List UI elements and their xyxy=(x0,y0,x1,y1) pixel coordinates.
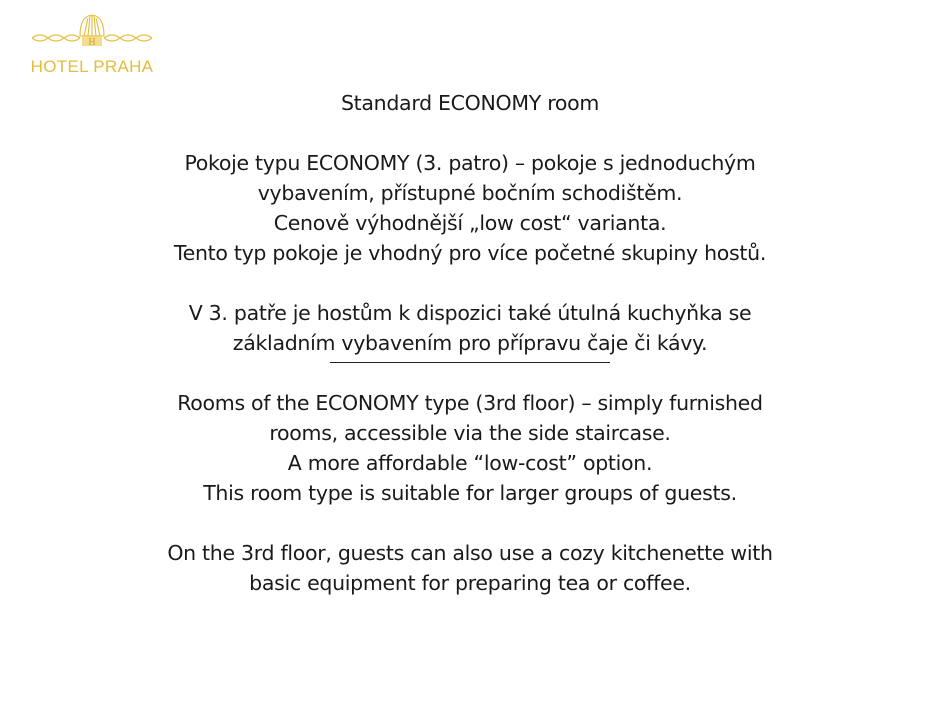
text-line: V 3. patře je hostům k dispozici také útulná kuchyňka se xyxy=(188,301,752,325)
shell-crest-icon xyxy=(30,10,154,56)
czech-paragraph-1 xyxy=(0,148,940,268)
svg-text:H: H xyxy=(88,37,96,48)
logo-text: HOTEL PRAHA xyxy=(30,57,154,76)
document-title: Standard ECONOMY room xyxy=(340,91,600,115)
text-line: rooms, accessible via the side staircase. xyxy=(269,421,671,445)
english-paragraph-1 xyxy=(0,388,940,508)
text-line: This room type is suitable for larger groups of guests. xyxy=(203,481,737,505)
text-line: On the 3rd floor, guests can also use a cozy kitchenette with xyxy=(167,541,773,565)
text-line: basic equipment for preparing tea or coffee. xyxy=(249,571,691,595)
text-line: základním vybavením pro přípravu čaje či kávy. xyxy=(232,331,708,355)
hotel-logo xyxy=(22,10,162,80)
text-line: vybavením, přístupné bočním schodištěm. xyxy=(257,181,683,205)
text-line: A more affordable “low-cost” option. xyxy=(287,451,653,475)
room-description xyxy=(0,88,940,598)
czech-paragraph-2 xyxy=(0,298,940,358)
english-paragraph-2 xyxy=(0,538,940,598)
text-line: Tento typ pokoje je vhodný pro více početné skupiny hostů. xyxy=(173,241,767,265)
text-line: Pokoje typu ECONOMY (3. patro) – pokoje s jednoduchým xyxy=(184,151,756,175)
text-line: Rooms of the ECONOMY type (3rd floor) – simply furnished xyxy=(177,391,763,415)
language-divider xyxy=(330,362,610,363)
text-line: Cenově výhodnější „low cost“ varianta. xyxy=(273,211,667,235)
